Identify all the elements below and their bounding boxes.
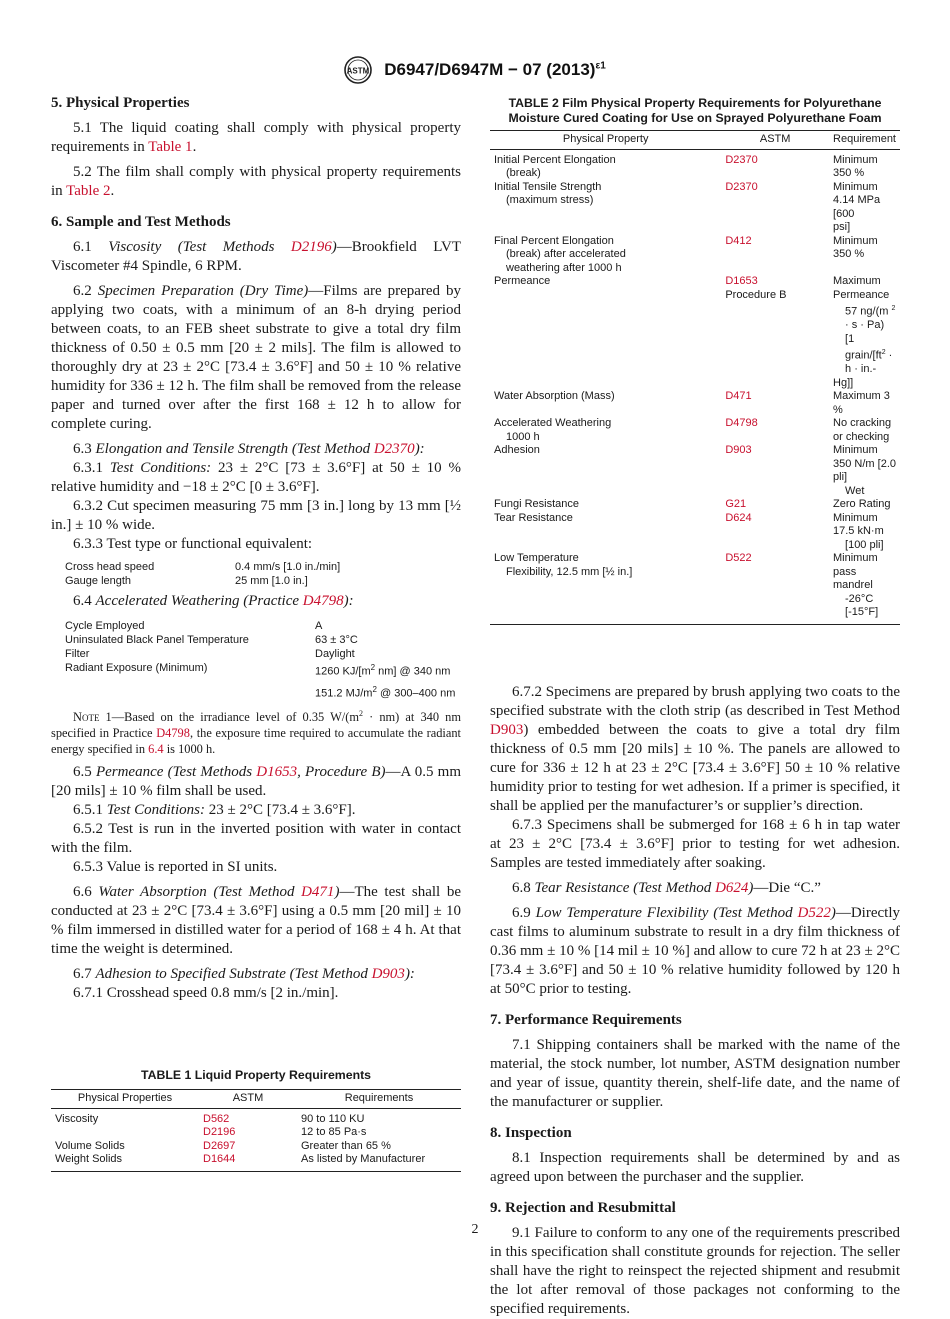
d903-link[interactable]: D903 <box>371 966 405 983</box>
right-column <box>490 94 900 1319</box>
para-6-3-3: 6.3.3 Test type or functional equivalent: <box>73 536 313 552</box>
section-9-heading: 9. Rejection and Resubmittal <box>490 1199 676 1216</box>
condition-row: Gauge length 25 mm [1.0 in.] <box>65 575 308 587</box>
para-8-1: 8.1 Inspection requirements shall be determined by and as agreed upon between the purchaser and the supplier. <box>490 1149 900 1185</box>
table-header-row: Physical Properties ASTM Requirements <box>51 1090 461 1109</box>
d2370-table-link-2[interactable]: D2370 <box>725 180 758 193</box>
d624-link[interactable]: D624 <box>715 879 749 896</box>
d4798-table-link[interactable]: D4798 <box>725 417 758 430</box>
para-6-7-2: 6.7.2 Specimens are prepared by brush applying two coats to the specified substrate with the cloth strip (as described in Test Method D903) embedded between the coats to give a total dry film thickness of 0.5 mm [20 mils] ± 10 %. The panels are allowed to cure for 336 ± 12 h at 23 ± 2°C [73.4 ± 3.6°F] 50 ± 10 % relative humidity prior to testing for wet adhesion. If a primer is specified, it shall be applied per the manufacturer’s or supplier’s direction. <box>490 683 900 814</box>
d562-link[interactable]: D562 <box>203 1112 230 1125</box>
para-6-2: 6.2 Specimen Preparation (Dry Time)—Films are prepared by applying two coats, with a minimum of an 8-h drying period between coats, to an FEB sheet substrate to give a total dry film thickness of 0.50 ± 0.5 mm [20 ± 2 mils]. The film is allowed to thoroughly dry at 23 ± 2°C [73.4 ± 3.6°F] and 50 ± 10 % relative humidity for 336 ± 12 h. The film shall be removed from the release paper and turned over after the first 168 ± 12 h to allow for complete curing. <box>51 283 461 432</box>
d624-table-link[interactable]: D624 <box>725 511 752 524</box>
para-6-3-2: 6.3.2 Cut specimen measuring 75 mm [3 in.] long by 13 mm [½ in.] ± 10 % wide. <box>51 498 461 533</box>
svg-text:ASTM: ASTM <box>346 66 370 76</box>
table-1-link[interactable]: Table 1 <box>148 139 193 155</box>
table-2-grid <box>490 130 900 625</box>
d903-table-link[interactable]: D903 <box>725 444 752 457</box>
para-6-5-3: 6.5.3 Value is reported in SI units. <box>73 859 278 876</box>
d471-link[interactable]: D471 <box>301 884 335 901</box>
condition-row: Uninsulated Black Panel Temperature 63 ± 3°C <box>65 634 358 646</box>
table-row: Weight Solids D1644 As listed by Manufacturer <box>51 1153 461 1171</box>
para-6-3: 6.3 Elongation and Tensile Strength (Test Method D2370): <box>73 441 425 457</box>
astm-logo-icon <box>344 56 372 84</box>
table-1-caption: TABLE 1 Liquid Property Requirements <box>140 1068 372 1082</box>
condition-row: Cross head speed 0.4 mm/s [1.0 in./min] <box>65 561 341 573</box>
condition-row: Cycle Employed A <box>65 620 323 632</box>
d2196-link[interactable]: D2196 <box>290 239 332 255</box>
table-header-row: Physical Property ASTM Requirement <box>490 131 900 150</box>
condition-row: Radiant Exposure (Minimum) 1260 $KJ/[m^2$ nm] @ 340 nm 151.2 $MJ/m^2$ @ 300–400 nm <box>65 662 456 700</box>
test-conditions-table <box>65 560 461 588</box>
table-2-caption: TABLE 2 Film Physical Property Requirements for Polyurethane Moisture Cured Coating for Use on Sprayed Polyurethane Foam <box>508 96 882 125</box>
para-6-4: 6.4 Accelerated Weathering (Practice D4798): <box>73 593 354 609</box>
para-6-1: 6.1 Viscosity (Test Methods D2196)—Brookfield LVT Viscometer #4 Spindle, 6 RPM. <box>51 239 461 274</box>
para-7-1: 7.1 Shipping containers shall be marked with the name of the material, the stock number, lot number, ASTM designation number and year of issue, quantity therein, shelf-life date, and the name of the manufacturer or supplier. <box>490 1036 900 1110</box>
table-row: D2196 12 to 85 Pa·s <box>203 1126 367 1138</box>
para-6-5-2: 6.5.2 Test is run in the inverted position with water in contact with the film. <box>51 821 461 857</box>
note-1: Note 1—Based on the irradiance level of 0.35 $W/(m^2 \cdot nm)$ at 340 nm specified in Practice D4798, the exposure time required to accumulate the radiant energy specified in 6.4 is 1000 h. <box>51 709 461 757</box>
table-1 <box>51 1068 461 1172</box>
d522-table-link[interactable]: D522 <box>725 552 752 565</box>
d4798-link[interactable]: D4798 <box>302 593 344 609</box>
d2697-link[interactable]: D2697 <box>203 1139 236 1152</box>
page-number: 2 <box>471 1222 479 1237</box>
d1653-table-link[interactable]: D1653 <box>725 275 758 287</box>
para-6-7-1: 6.7.1 Crosshead speed 0.8 mm/s [2 in./min]. <box>73 985 339 1002</box>
table-row: Final Percent Elongation (break) after accelerated weathering after 1000 h D412 Minimum 350 % <box>494 234 878 274</box>
table-2-link[interactable]: Table 2 <box>66 183 111 199</box>
table-row: Initial Tensile Strength (maximum stress) D2370 Minimum 4.14 MPa [600 psi] <box>494 180 881 233</box>
table-row: Water Absorption (Mass) D471 Maximum 3 % <box>494 390 890 416</box>
d2370-table-link[interactable]: D2370 <box>725 153 758 166</box>
d522-link[interactable]: D522 <box>797 904 831 921</box>
table-row: Volume Solids D2697 Greater than 65 % <box>55 1139 391 1152</box>
table-row: Viscosity D562 90 to 110 KU <box>55 1112 365 1125</box>
table-row: Permeance D1653 Procedure B Maximum Permeance 57 ng/(m $^2$ · s · Pa) [1 grain/[$ft^2 \cdot h \cdot in.-$ Hg]] <box>494 275 896 389</box>
para-6-6: 6.6 Water Absorption (Test Method D471)—The test shall be conducted at 23 ± 2°C [73.4 ± 3.6°F] using a 0.5 mm [20 mil] ± 10 % film immersed in distilled water for a period of 168 ± 4 h. At that time the weight is determined. <box>51 884 461 958</box>
d4798-note-link[interactable]: D4798 <box>156 726 190 741</box>
d1653-link[interactable]: D1653 <box>256 764 298 781</box>
condition-row: Filter Daylight <box>65 648 355 660</box>
para-6-9: 6.9 Low Temperature Flexibility (Test Method D522)—Directly cast films to aluminum substrate to result in a dry film thickness of 0.36 mm ± 10 % [14 mil ± 10 %] and allow to cure 72 h at 23 ± 2°C [73.4 ± 3.6°F] and 50 ± 10 % relative humidity followed by 120 h at 50°C prior to testing. <box>490 904 900 997</box>
para-6-3-1: 6.3.1 Test Conditions: 23 ± 2°C [73 ± 3.6°F] at 50 ± 10 % relative humidity and −18 ± 2°C [0 ± 3.6°F]. <box>51 460 461 495</box>
table-row: Low Temperature Flexibility, 12.5 mm [½ in.] D522 Minimum pass mandrel -26°C [-15°F] <box>490 552 900 624</box>
document-designation: D6947/D6947M − 07 $(2013)^{\varepsilon 1}$ <box>384 60 606 79</box>
d471-table-link[interactable]: D471 <box>725 390 752 403</box>
page-header <box>0 56 950 84</box>
para-6-7: 6.7 Adhesion to Specified Substrate (Test Method D903): <box>73 966 415 983</box>
para-6-7-3: 6.7.3 Specimens shall be submerged for 168 ± 6 h in tap water at 23 ± 2°C [73.4 ± 3.6°F] prior to testing for wet adhesion. Samples are tested immediately after soaking. <box>490 816 900 871</box>
para-5-1: 5.1 The liquid coating shall comply with physical property requirements in Table 1. <box>51 120 461 155</box>
g21-link[interactable]: G21 <box>725 498 747 511</box>
left-column <box>51 94 461 1003</box>
d2196-table-link[interactable]: D2196 <box>203 1126 236 1138</box>
section-5-heading: 5. Physical Properties <box>51 95 190 111</box>
table-row: Adhesion D903 Minimum 350 N/m [2.0 pli] Wet <box>494 444 896 497</box>
section-7-heading: 7. Performance Requirements <box>490 1011 682 1028</box>
table-row: Accelerated Weathering 1000 h D4798 No cracking or checking <box>494 417 892 443</box>
para-9-1: 9.1 Failure to conform to any one of the requirements prescribed in this specification shall constitute grounds for rejection. The seller shall have the right to reinspect the rejected shipment and resubmit the lot after removal of those packages not conforming to the specified requirements. <box>490 1224 900 1317</box>
weathering-conditions-table <box>65 619 461 700</box>
para-6-8: 6.8 Tear Resistance (Test Method D624)—Die “C.” <box>512 879 821 896</box>
section-6-4-link[interactable]: 6.4 <box>148 742 164 757</box>
table-row: Fungi Resistance G21 Zero Rating <box>494 498 891 511</box>
para-6-5-1: 6.5.1 Test Conditions: 23 ± 2°C [73.4 ± 3.6°F]. <box>73 802 356 819</box>
section-8-heading: 8. Inspection <box>490 1124 572 1141</box>
para-5-2: 5.2 The film shall comply with physical property requirements in Table 2. <box>51 164 461 199</box>
table-1-grid <box>51 1089 461 1172</box>
table-row: Tear Resistance D624 Minimum 17.5 kN·m [100 pli] <box>494 511 884 551</box>
d412-link[interactable]: D412 <box>725 234 752 247</box>
section-6-heading: 6. Sample and Test Methods <box>51 214 231 230</box>
d2370-link[interactable]: D2370 <box>373 441 415 457</box>
d1644-link[interactable]: D1644 <box>203 1153 236 1165</box>
para-6-5: 6.5 Permeance (Test Methods D1653, Procedure B)—A 0.5 mm [20 mils] ± 10 % film shall be used. <box>51 764 461 800</box>
d903-text-link[interactable]: D903 <box>490 721 524 738</box>
table-row: Initial Percent Elongation (break) D2370 Minimum 350 % <box>494 153 878 179</box>
